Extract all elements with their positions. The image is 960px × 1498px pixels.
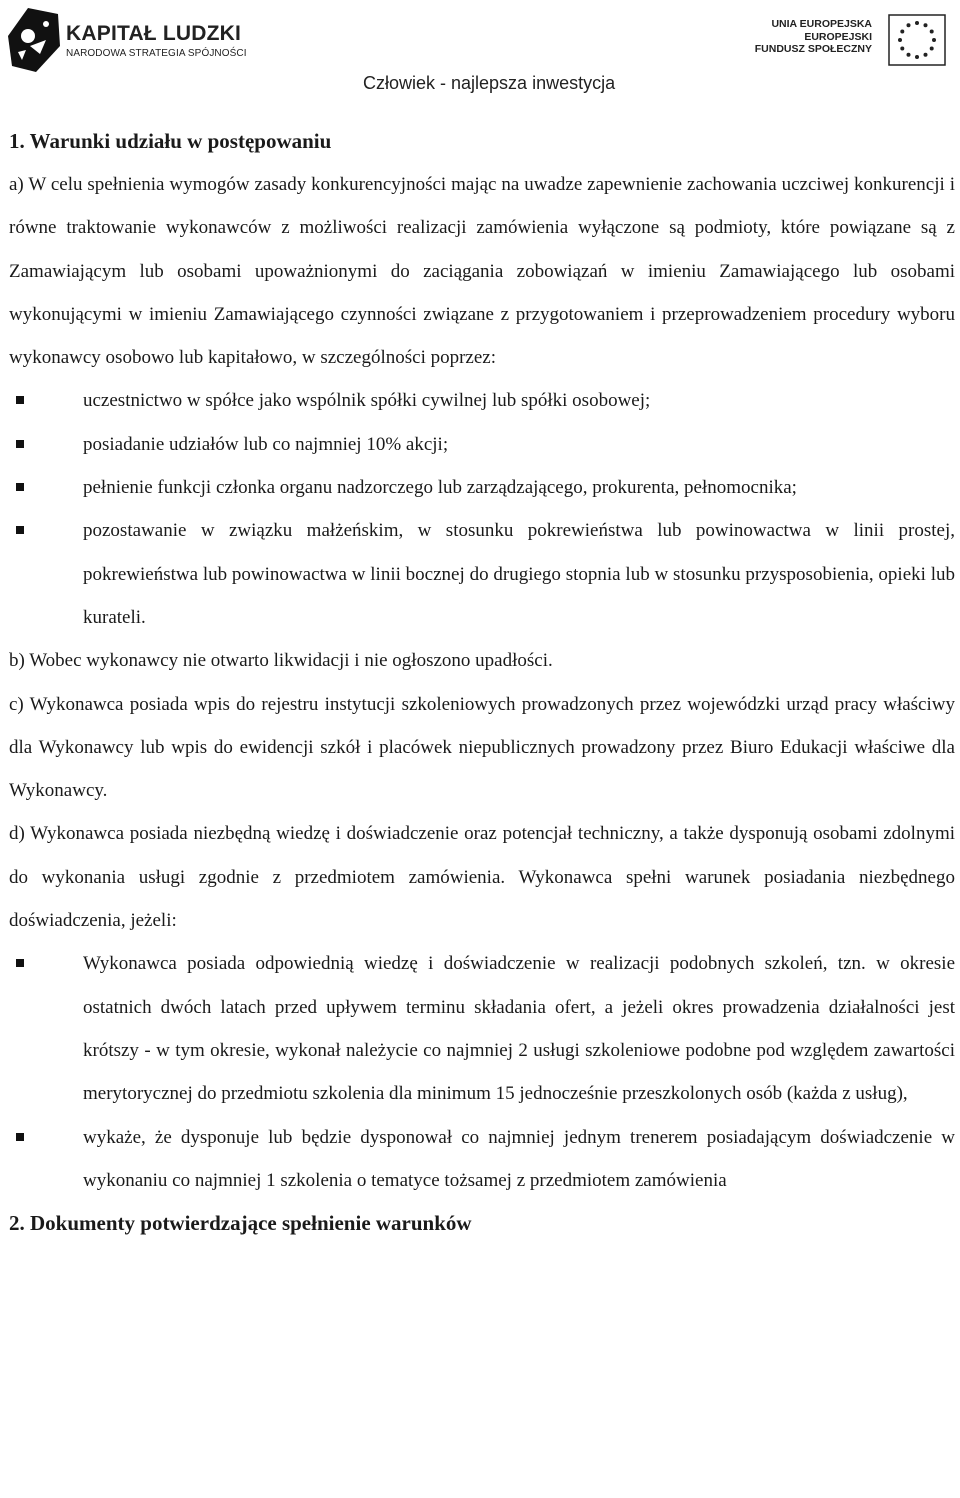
paragraph-b: b) Wobec wykonawcy nie otwarto likwidacji i nie ogłoszono upadłości. <box>9 650 553 672</box>
eu-flag-icon <box>888 14 946 66</box>
kapital-ludzki-logo-icon <box>6 6 62 74</box>
section-2-title: 2. Dokumenty potwierdzające spełnienie warunków <box>9 1211 472 1236</box>
list-item: posiadanie udziałów lub co najmniej 10% akcji; <box>9 423 955 466</box>
eu-line-2: EUROPEJSKI <box>804 30 872 43</box>
eu-line-1: UNIA EUROPEJSKA <box>771 18 872 30</box>
paragraph-d: d) Wykonawca posiada niezbędną wiedzę i doświadczenie oraz potencjał techniczny, a także dysponują osobami zdolnymi do wykonania usługi zgodnie z przedmiotem zamówienia. Wykonawca spełni warunek posiadania niezbędnego doświadczenia, jeżeli: <box>9 823 955 932</box>
list-a <box>9 379 955 639</box>
section-1-title: 1. Warunki udziału w postępowaniu <box>9 129 332 153</box>
eu-line-3: FUNDUSZ SPOŁECZNY <box>754 43 872 55</box>
eu-logo-text <box>755 18 872 56</box>
list-item: pełnienie funkcji członka organu nadzorczego lub zarządzającego, prokurenta, pełnomocnika; <box>9 466 955 509</box>
paragraph-a: a) W celu spełnienia wymogów zasady konkurencyjności mając na uwadze zapewnienie zachowania uczciwej konkurencji i równe traktowanie wykonawców z możliwości realizacji zamówienia wyłączone są podmioty, które powiązane są z Zamawiającym lub osobami upoważnionymi do zaciągania zobowiązań w imieniu Zamawiającego lub osobami wykonującymi w imieniu Zamawiającego czynności związane z przygotowaniem i przeprowadzeniem procedury wyboru wykonawcy osobowo lub kapitałowo, w szczególności poprzez: <box>9 174 955 369</box>
list-item: wykaże, że dysponuje lub będzie dysponował co najmniej jednym trenerem posiadającym doświadczenie w wykonaniu co najmniej 1 szkolenia o tematyce tożsamej z przedmiotem zamówienia <box>9 1116 955 1203</box>
page-header <box>0 0 960 110</box>
list-d <box>9 942 955 1202</box>
list-item: Wykonawca posiada odpowiednią wiedzę i doświadczenie w realizacji podobnych szkoleń, tzn. w okresie ostatnich dwóch latach przed upływem terminu składania ofert, a jeżeli okres prowadzenia działalności jest krótszy - w tym okresie, wykonał należycie co najmniej 2 usługi szkoleniowe podobne pod względem zawartości merytorycznej do przedmiotu szkolenia dla minimum 15 jednocześnie przeszkolonych osób (każda z usług), <box>9 942 955 1115</box>
document-body <box>9 120 955 1245</box>
kapital-ludzki-name: KAPITAŁ LUDZKI <box>66 22 242 45</box>
list-item: pozostawanie w związku małżeńskim, w stosunku pokrewieństwa lub powinowactwa w linii prostej, pokrewieństwa lub powinowactwa w linii bocznej do drugiego stopnia lub w stosunku przysposobienia, opieki lub kurateli. <box>9 509 955 639</box>
kapital-ludzki-subtitle: NARODOWA STRATEGIA SPÓJNOŚCI <box>66 48 247 59</box>
list-item: uczestnictwo w spółce jako wspólnik spółki cywilnej lub spółki osobowej; <box>9 379 955 422</box>
paragraph-c: c) Wykonawca posiada wpis do rejestru instytucji szkoleniowych prowadzonych przez wojewódzki urząd pracy właściwy dla Wykonawcy lub wpis do ewidencji szkół i placówek niepublicznych prowadzony przez Biuro Edukacji właściwe dla Wykonawcy. <box>9 693 955 802</box>
motto: Człowiek - najlepsza inwestycja <box>363 73 616 93</box>
